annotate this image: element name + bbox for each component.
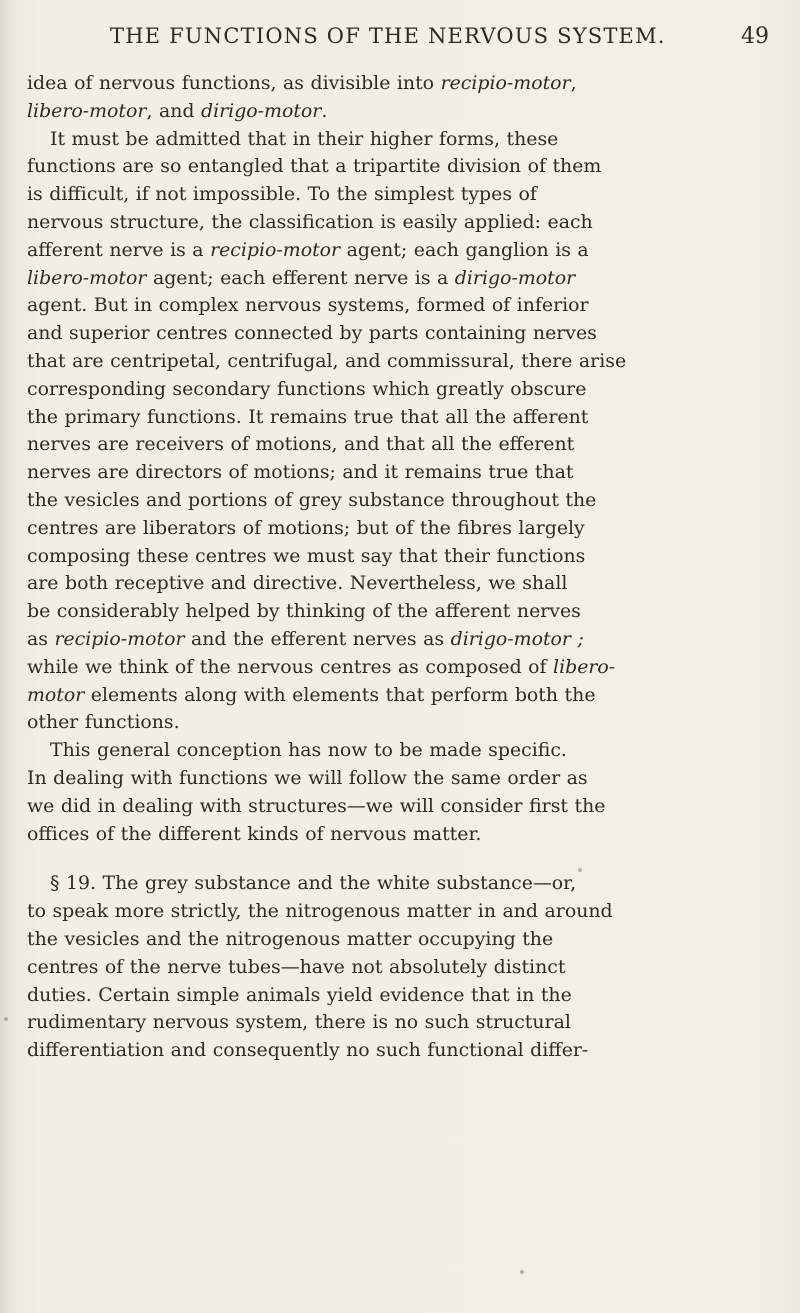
text-line	[27, 570, 787, 598]
text-line	[27, 821, 787, 849]
text-span: the vesicles and the nitrogenous matter occupying the	[27, 927, 554, 950]
body-text	[27, 70, 787, 1065]
text-line	[27, 265, 787, 293]
text-line	[27, 320, 787, 348]
text-line	[27, 459, 787, 487]
italic-term: recipio-motor	[210, 238, 341, 261]
text-line	[27, 431, 787, 459]
page-gutter-shadow	[0, 0, 14, 1313]
text-span: and superior centres connected by parts containing nerves	[27, 322, 597, 345]
text-line	[27, 1037, 787, 1065]
text-span: nerves are directors of motions; and it remains true that	[27, 461, 574, 484]
text-line	[27, 709, 787, 737]
text-line	[27, 153, 787, 181]
text-span: are both receptive and directive. Nevertheless, we shall	[27, 572, 568, 595]
text-line	[27, 793, 787, 821]
text-span: .	[321, 99, 328, 122]
paper-speck	[578, 868, 582, 872]
text-span: centres are liberators of motions; but of the fibres largely	[27, 516, 585, 539]
text-span: agent. But in complex nervous systems, formed of inferior	[27, 294, 589, 317]
italic-term: dirigo-motor ;	[450, 627, 584, 650]
text-line	[27, 237, 787, 265]
text-span: and the efferent nerves as	[184, 627, 451, 650]
text-span: duties. Certain simple animals yield evidence that in the	[27, 983, 572, 1006]
italic-term: dirigo-motor	[200, 99, 322, 122]
text-span: as	[27, 627, 55, 650]
text-line	[27, 70, 787, 98]
text-span: idea of nervous functions, as divisible into	[27, 72, 441, 94]
page-number: 49	[741, 24, 769, 49]
text-line	[27, 654, 787, 682]
text-line	[27, 1009, 787, 1037]
text-line	[27, 982, 787, 1010]
text-span: In dealing with functions we will follow the same order as	[27, 766, 588, 789]
text-span: agent; each ganglion is a	[340, 238, 589, 261]
text-line	[27, 765, 787, 793]
text-span: It must be admitted that in their higher forms, these	[50, 127, 559, 150]
text-line	[27, 292, 787, 320]
text-span: we did in dealing with structures—we will consider first the	[27, 794, 606, 817]
text-line	[27, 737, 787, 765]
text-line	[27, 348, 787, 376]
text-span: other functions.	[27, 711, 180, 734]
text-span: agent; each efferent nerve is a	[146, 266, 455, 289]
text-span: is difficult, if not impossible. To the simplest types of	[27, 183, 537, 206]
text-line	[27, 926, 787, 954]
text-span: corresponding secondary functions which greatly obscure	[27, 377, 587, 400]
text-span: functions are so entangled that a tripartite division of them	[27, 155, 602, 178]
text-span: centres of the nerve tubes—have not absolutely distinct	[27, 955, 566, 978]
text-line	[27, 870, 787, 898]
text-span: afferent nerve is a	[27, 238, 211, 261]
text-span: the vesicles and portions of grey substance throughout the	[27, 488, 597, 511]
text-line	[27, 376, 787, 404]
text-span: differentiation and consequently no such functional differ-	[27, 1039, 589, 1062]
text-line	[27, 954, 787, 982]
section-gap	[27, 848, 787, 870]
text-line	[27, 515, 787, 543]
italic-term: recipio-motor	[54, 627, 185, 650]
paper-speck	[520, 1270, 524, 1274]
text-span: nerves are receivers of motions, and that all the efferent	[27, 433, 575, 456]
text-line	[27, 598, 787, 626]
text-span: composing these centres we must say that their functions	[27, 544, 586, 567]
text-span: that are centripetal, centrifugal, and commissural, there arise	[27, 349, 627, 372]
text-line	[27, 487, 787, 515]
italic-term: recipio-motor	[440, 72, 571, 94]
text-span: offices of the different kinds of nervous matter.	[27, 822, 482, 845]
text-span: § 19. The grey substance and the white substance—or,	[50, 872, 577, 895]
text-line	[27, 181, 787, 209]
text-line	[27, 209, 787, 237]
text-span: the primary functions. It remains true that all the afferent	[27, 405, 589, 428]
text-line	[27, 126, 787, 154]
italic-term: libero-motor	[27, 99, 147, 122]
italic-term: motor	[27, 683, 85, 706]
text-span: while we think of the nervous centres as composed of	[27, 655, 554, 678]
text-span: elements along with elements that perform both the	[84, 683, 596, 706]
paper-speck	[4, 1017, 8, 1021]
text-line	[27, 682, 787, 710]
text-line	[27, 898, 787, 926]
italic-term: libero-	[553, 655, 616, 678]
italic-term: dirigo-motor	[454, 266, 576, 289]
text-span: to speak more strictly, the nitrogenous matter in and around	[27, 900, 613, 923]
text-line	[27, 543, 787, 571]
italic-term: libero-motor	[27, 266, 147, 289]
page-header	[0, 20, 800, 56]
text-span: ,	[570, 72, 577, 94]
text-span: nervous structure, the classification is easily applied: each	[27, 210, 593, 233]
text-span: This general conception has now to be made specific.	[50, 739, 567, 762]
text-span: be considerably helped by thinking of the afferent nerves	[27, 600, 581, 623]
text-span: rudimentary nervous system, there is no such structural	[27, 1011, 571, 1034]
text-line	[27, 626, 787, 654]
text-line	[27, 404, 787, 432]
running-head: THE FUNCTIONS OF THE NERVOUS SYSTEM.	[110, 24, 666, 48]
text-line	[27, 98, 787, 126]
text-span: , and	[146, 99, 201, 122]
